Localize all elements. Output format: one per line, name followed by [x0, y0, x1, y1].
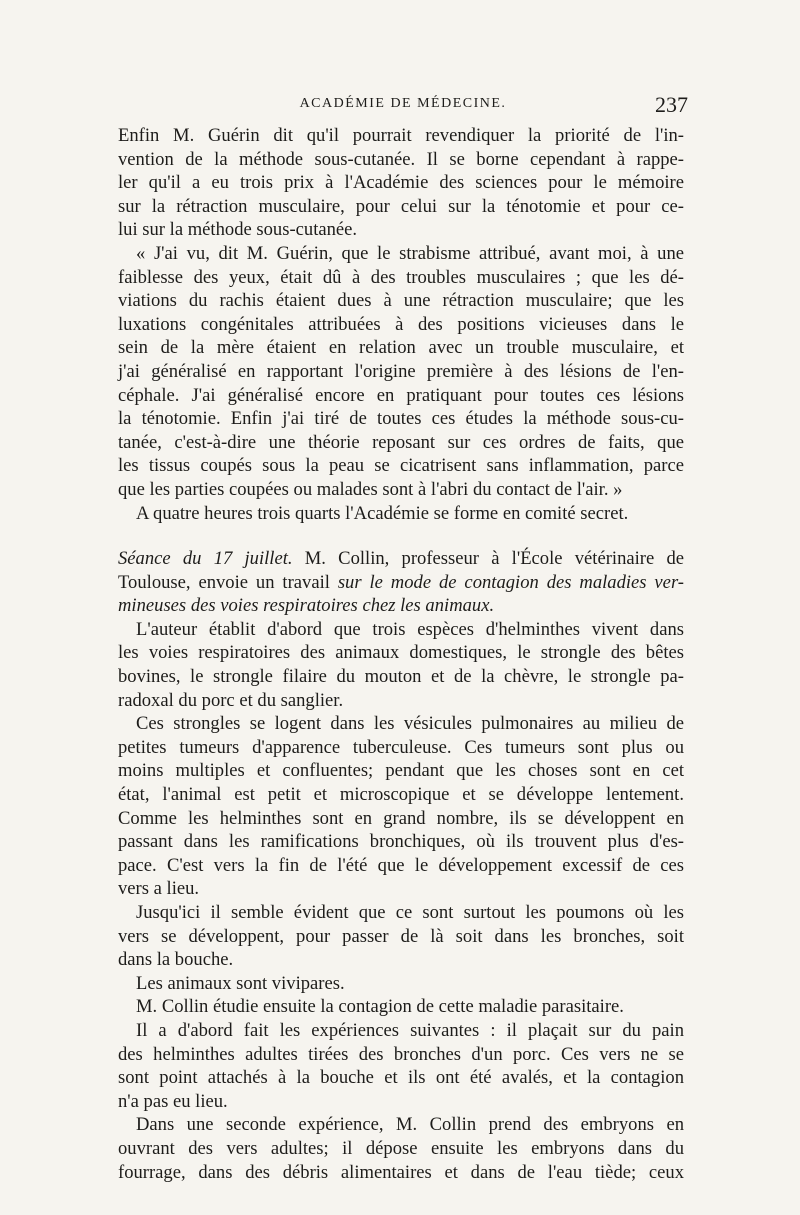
text-line: les tissus coupés sous la peau se cicatrisent sans inflammation, parce [118, 455, 684, 477]
text-line: n'a pas eu lieu. [118, 1090, 228, 1112]
text-line: Dans une seconde expérience, M. Collin prend des embryons en [136, 1114, 684, 1136]
section-gap [118, 525, 684, 547]
body-text [118, 124, 684, 1184]
text-line: Toulouse, envoie un travail sur le mode de contagion des maladies ver- [118, 571, 684, 593]
text-line: bovines, le strongle filaire du mouton et de la chèvre, le strongle pa- [118, 666, 684, 688]
text-line: état, l'animal est petit et microscopique et se développe lentement. [118, 784, 684, 806]
text-line: luxations congénitales attribuées à des positions vicieuses dans le [118, 313, 684, 335]
text-line: viations du rachis étaient dues à une rétraction musculaire; que les [118, 290, 684, 312]
text-line: dans la bouche. [118, 949, 234, 971]
text-line: M. Collin étudie ensuite la contagion de cette maladie parasitaire. [136, 996, 624, 1018]
text-line: tanée, c'est-à-dire une théorie reposant sur ces ordres de faits, que [118, 431, 684, 453]
text-line: Enfin M. Guérin dit qu'il pourrait revendiquer la priorité de l'in- [118, 125, 684, 146]
text-line: lui sur la méthode sous-cutanée. [118, 219, 358, 241]
text-line: mineuses des voies respiratoires chez les animaux. [118, 595, 495, 617]
text-line: vers se développent, pour passer de là soit dans les bronches, soit [118, 925, 684, 947]
text-line: des helminthes adultes tirées des bronches d'un porc. Ces vers ne se [118, 1043, 684, 1065]
text-line: L'auteur établit d'abord que trois espèces d'helminthes vivent dans [136, 618, 684, 640]
text-line: sont point attachés à la bouche et ils ont été avalés, et la contagion [118, 1067, 684, 1089]
text-line: les voies respiratoires des animaux domestiques, le strongle des bêtes [118, 642, 684, 664]
text-line: vention de la méthode sous-cutanée. Il se borne cependant à rappe- [118, 148, 684, 170]
text-line: Séance du 17 juillet. M. Collin, professeur à l'École vétérinaire de [118, 548, 685, 570]
text-line: Ces strongles se logent dans les vésicules pulmonaires au milieu de [136, 713, 684, 735]
running-header [118, 92, 688, 118]
text-line: la ténotomie. Enfin j'ai tiré de toutes ces études la méthode sous-cu- [118, 408, 684, 430]
text-line: A quatre heures trois quarts l'Académie se forme en comité secret. [136, 502, 629, 524]
text-line: Les animaux sont vivipares. [136, 972, 345, 994]
text-line: ler qu'il a eu trois prix à l'Académie des sciences pour le mémoire [118, 172, 684, 194]
text-line: j'ai généralisé en rapportant l'origine première à des lésions de l'en- [118, 360, 684, 382]
page-number: 237 [655, 92, 688, 117]
running-title: ACADÉMIE DE MÉDECINE. [299, 96, 507, 111]
text-line: fourrage, dans des débris alimentaires et dans de l'eau tiède; ceux [118, 1161, 684, 1183]
text-line: ouvrant des vers adultes; il dépose ensuite les embryons dans du [118, 1137, 684, 1159]
text-line: Comme les helminthes sont en grand nombre, ils se développent en [118, 807, 684, 829]
text-line: céphale. J'ai généralisé encore en pratiquant pour toutes ces lésions [118, 384, 684, 406]
text-line: Jusqu'ici il semble évident que ce sont surtout les poumons où les [136, 902, 684, 923]
text-line: moins multiples et confluentes; pendant que les choses sont en cet [118, 760, 684, 782]
text-line: petites tumeurs d'apparence tuberculeuse. Ces tumeurs sont plus ou [118, 736, 684, 758]
text-line: sur la rétraction musculaire, pour celui sur la ténotomie et pour ce- [118, 195, 684, 217]
text-line: Il a d'abord fait les expériences suivantes : il plaçait sur du pain [136, 1019, 684, 1041]
text-line: sein de la mère étaient en relation avec un trouble musculaire, et [118, 337, 684, 359]
text-line: faiblesse des yeux, était dû à des troubles musculaires ; que les dé- [118, 266, 684, 288]
text-line: radoxal du porc et du sanglier. [118, 689, 344, 711]
text-line: pace. C'est vers la fin de l'été que le développement excessif de ces [118, 854, 684, 876]
text-line: « J'ai vu, dit M. Guérin, que le strabisme attribué, avant moi, à une [136, 242, 684, 264]
text-line: que les parties coupées ou malades sont à l'abri du contact de l'air. » [118, 478, 623, 500]
text-line: vers a lieu. [118, 878, 200, 900]
text-line: passant dans les ramifications bronchiques, où ils trouvent plus d'es- [118, 831, 684, 853]
